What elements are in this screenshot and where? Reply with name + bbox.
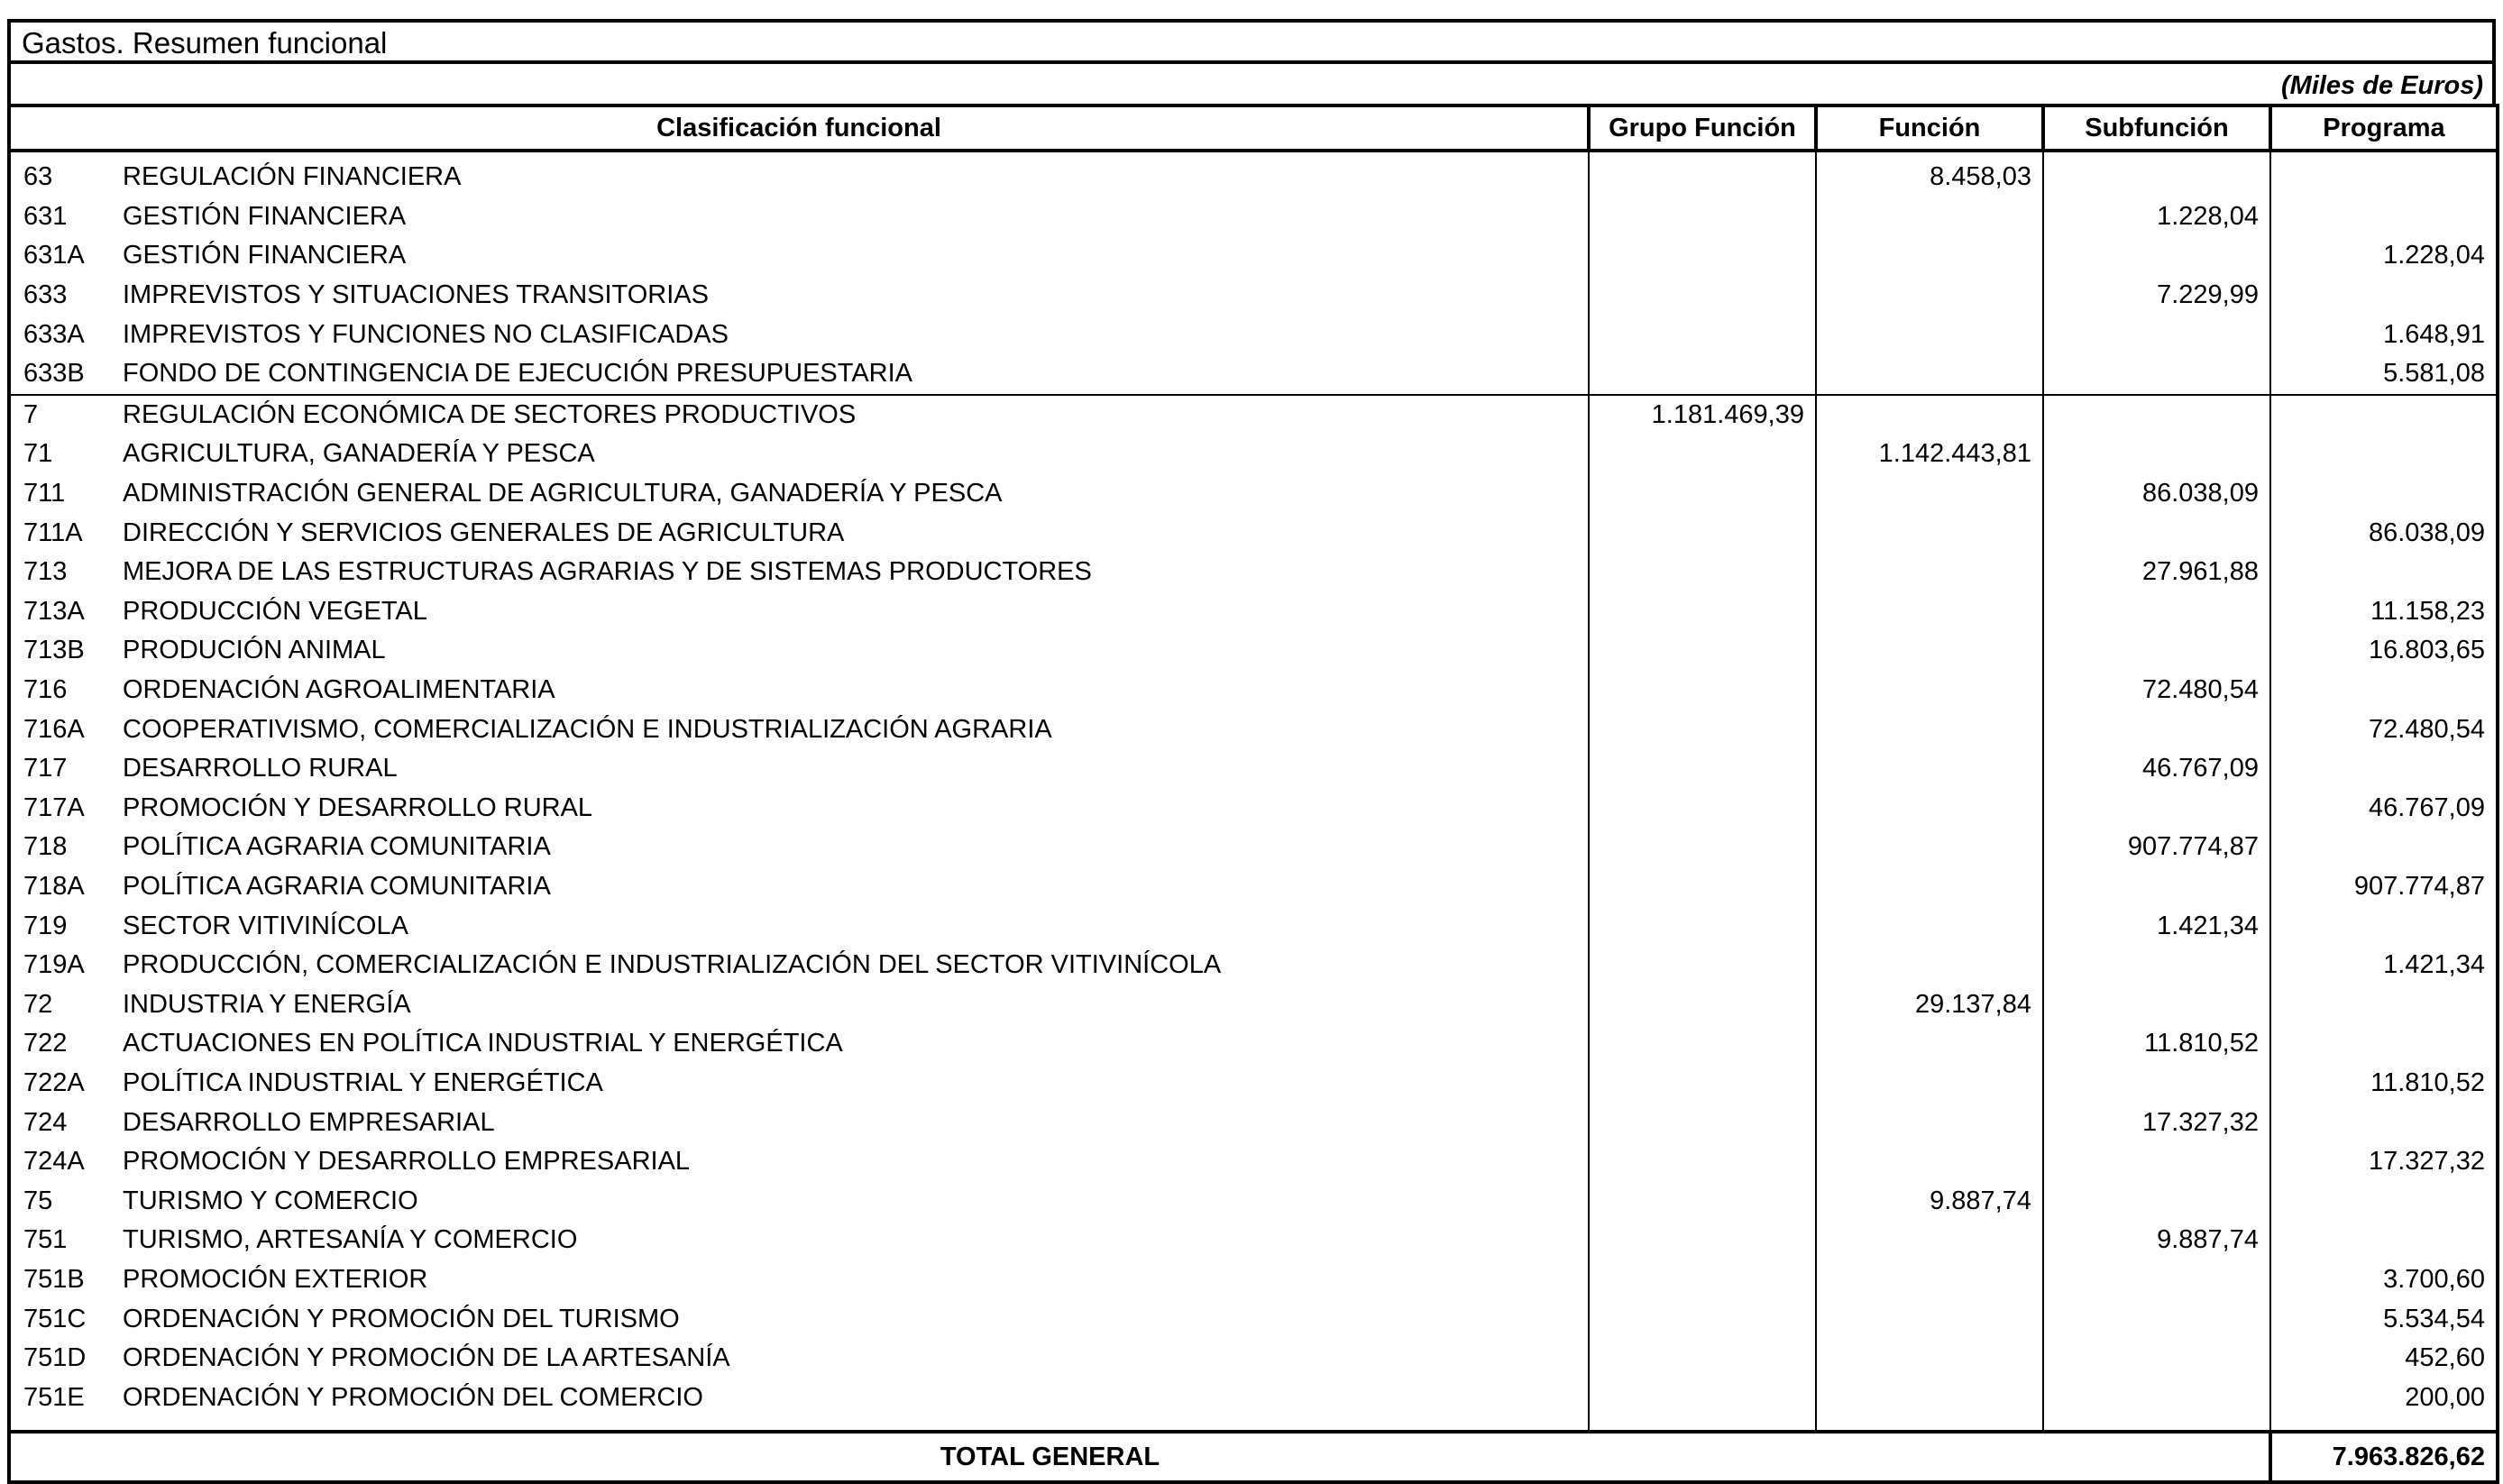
function-code: 75 [23, 1186, 53, 1215]
table-row [9, 354, 2498, 395]
table-row [9, 985, 2498, 1024]
funcion-cell: 29.137,84 [1816, 985, 2043, 1024]
function-code: 724A [23, 1147, 85, 1177]
grupo-funcion-cell [1589, 435, 1816, 474]
programa-cell: 16.803,65 [2270, 631, 2498, 671]
function-description: COOPERATIVISMO, COMERCIALIZACIÓN E INDUSTRIALIZACIÓN AGRARIA [123, 714, 1052, 744]
classification-cell [9, 946, 1589, 985]
function-description: PRODUCIÓN ANIMAL [123, 636, 386, 665]
table-row [9, 513, 2498, 553]
grupo-funcion-cell [1589, 513, 1816, 553]
funcion-cell [1816, 1103, 2043, 1142]
grupo-funcion-cell [1589, 749, 1816, 789]
function-description: ADMINISTRACIÓN GENERAL DE AGRICULTURA, GANADERÍA Y PESCA [123, 479, 1003, 508]
classification-cell [9, 315, 1589, 354]
function-description: ORDENACIÓN AGROALIMENTARIA [123, 675, 555, 705]
table-row [9, 236, 2498, 276]
function-code: 718 [23, 832, 68, 862]
funcion-cell: 9.887,74 [1816, 1181, 2043, 1221]
function-description: MEJORA DE LAS ESTRUCTURAS AGRARIAS Y DE SISTEMAS PRODUCTORES [123, 557, 1092, 587]
function-description: PRODUCCIÓN, COMERCIALIZACIÓN E INDUSTRIALIZACIÓN DEL SECTOR VITIVINÍCOLA [123, 950, 1222, 980]
subfuncion-cell [2043, 395, 2270, 435]
table-row [9, 789, 2498, 829]
programa-cell [2270, 906, 2498, 946]
classification-cell [9, 1142, 1589, 1182]
funcion-cell [1816, 315, 2043, 354]
funcion-cell [1816, 1142, 2043, 1182]
header-clasificacion: Clasificación funcional [9, 105, 1589, 151]
classification-cell [9, 710, 1589, 749]
functional-summary-table [7, 104, 2499, 1484]
function-code: 633B [23, 359, 85, 389]
table-title: Gastos. Resumen funcional [7, 19, 2496, 60]
table-row [9, 1064, 2498, 1104]
function-description: POLÍTICA AGRARIA COMUNITARIA [123, 832, 551, 862]
programa-cell: 452,60 [2270, 1339, 2498, 1379]
table-row [9, 276, 2498, 316]
subfuncion-cell [2043, 1181, 2270, 1221]
function-description: REGULACIÓN ECONÓMICA DE SECTORES PRODUCTIVOS [123, 399, 857, 429]
function-code: 719 [23, 911, 68, 940]
function-code: 751D [23, 1343, 87, 1373]
function-code: 724 [23, 1107, 68, 1137]
grupo-funcion-cell [1589, 276, 1816, 316]
classification-cell [9, 592, 1589, 632]
grupo-funcion-cell [1589, 789, 1816, 829]
function-code: 751 [23, 1225, 68, 1255]
grupo-funcion-cell [1589, 1221, 1816, 1260]
function-description: DESARROLLO EMPRESARIAL [123, 1107, 495, 1137]
table-row [9, 1142, 2498, 1182]
grupo-funcion-cell [1589, 710, 1816, 749]
grupo-funcion-cell [1589, 236, 1816, 276]
funcion-cell [1816, 1378, 2043, 1432]
function-description: DIRECCIÓN Y SERVICIOS GENERALES DE AGRICULTURA [123, 518, 845, 547]
programa-cell: 72.480,54 [2270, 710, 2498, 749]
subfuncion-cell [2043, 1260, 2270, 1300]
table-row [9, 315, 2498, 354]
table-row [9, 867, 2498, 907]
table-row [9, 1221, 2498, 1260]
funcion-cell [1816, 236, 2043, 276]
classification-cell [9, 1024, 1589, 1064]
classification-cell [9, 1221, 1589, 1260]
function-code: 722A [23, 1067, 85, 1097]
subfuncion-cell [2043, 946, 2270, 985]
function-code: 63 [23, 162, 53, 192]
subfuncion-cell [2043, 151, 2270, 197]
table-row [9, 906, 2498, 946]
function-code: 719A [23, 950, 85, 980]
table-row [9, 1181, 2498, 1221]
function-code: 72 [23, 989, 53, 1019]
table-row [9, 197, 2498, 237]
funcion-cell [1816, 553, 2043, 592]
grupo-funcion-cell [1589, 906, 1816, 946]
funcion-cell [1816, 276, 2043, 316]
grupo-funcion-cell: 1.181.469,39 [1589, 395, 1816, 435]
programa-cell [2270, 749, 2498, 789]
programa-cell [2270, 985, 2498, 1024]
programa-cell [2270, 671, 2498, 710]
function-description: ACTUACIONES EN POLÍTICA INDUSTRIAL Y ENERGÉTICA [123, 1029, 843, 1058]
programa-cell: 1.421,34 [2270, 946, 2498, 985]
table-body [9, 151, 2498, 1432]
classification-cell [9, 1339, 1589, 1379]
subfuncion-cell: 86.038,09 [2043, 474, 2270, 514]
function-description: POLÍTICA INDUSTRIAL Y ENERGÉTICA [123, 1067, 603, 1097]
grupo-funcion-cell [1589, 946, 1816, 985]
function-code: 71 [23, 439, 53, 469]
table-row [9, 553, 2498, 592]
grupo-funcion-cell [1589, 1103, 1816, 1142]
programa-cell: 907.774,87 [2270, 867, 2498, 907]
function-description: IMPREVISTOS Y SITUACIONES TRANSITORIAS [123, 280, 709, 310]
grupo-funcion-cell [1589, 474, 1816, 514]
function-description: REGULACIÓN FINANCIERA [123, 162, 462, 192]
function-code: 722 [23, 1029, 68, 1058]
programa-cell [2270, 1024, 2498, 1064]
classification-cell [9, 828, 1589, 867]
classification-cell [9, 354, 1589, 395]
function-code: 717 [23, 754, 68, 783]
programa-cell [2270, 1103, 2498, 1142]
table-row [9, 1024, 2498, 1064]
funcion-cell: 8.458,03 [1816, 151, 2043, 197]
function-code: 711A [23, 518, 83, 547]
function-code: 751C [23, 1304, 87, 1333]
funcion-cell [1816, 395, 2043, 435]
subfuncion-cell: 46.767,09 [2043, 749, 2270, 789]
grupo-funcion-cell [1589, 1181, 1816, 1221]
total-label: TOTAL GENERAL [9, 1432, 2270, 1482]
classification-cell [9, 474, 1589, 514]
classification-cell [9, 1064, 1589, 1104]
classification-cell [9, 395, 1589, 435]
header-programa: Programa [2270, 105, 2498, 151]
classification-cell [9, 553, 1589, 592]
classification-cell [9, 867, 1589, 907]
function-code: 717A [23, 792, 85, 822]
programa-cell [2270, 197, 2498, 237]
function-description: FONDO DE CONTINGENCIA DE EJECUCIÓN PRESUPUESTARIA [123, 359, 913, 389]
table-row [9, 749, 2498, 789]
classification-cell [9, 631, 1589, 671]
grupo-funcion-cell [1589, 1339, 1816, 1379]
programa-cell [2270, 1181, 2498, 1221]
programa-cell [2270, 828, 2498, 867]
subfuncion-cell: 72.480,54 [2043, 671, 2270, 710]
header-funcion: Función [1816, 105, 2043, 151]
programa-cell [2270, 1221, 2498, 1260]
function-description: PROMOCIÓN Y DESARROLLO RURAL [123, 792, 593, 822]
funcion-cell [1816, 789, 2043, 829]
classification-cell [9, 236, 1589, 276]
function-code: 713A [23, 596, 85, 626]
subfuncion-cell: 27.961,88 [2043, 553, 2270, 592]
subfuncion-cell: 17.327,32 [2043, 1103, 2270, 1142]
header-grupo-funcion: Grupo Función [1589, 105, 1816, 151]
subfuncion-cell [2043, 1299, 2270, 1339]
function-code: 631A [23, 241, 85, 270]
classification-cell [9, 749, 1589, 789]
function-code: 751B [23, 1264, 85, 1294]
total-row [9, 1432, 2498, 1482]
subfuncion-cell [2043, 236, 2270, 276]
classification-cell [9, 1181, 1589, 1221]
subfuncion-cell [2043, 710, 2270, 749]
subfuncion-cell: 7.229,99 [2043, 276, 2270, 316]
funcion-cell [1816, 1064, 2043, 1104]
subfuncion-cell: 9.887,74 [2043, 1221, 2270, 1260]
total-value: 7.963.826,62 [2270, 1432, 2498, 1482]
classification-cell [9, 513, 1589, 553]
function-description: PROMOCIÓN Y DESARROLLO EMPRESARIAL [123, 1147, 691, 1177]
function-code: 633A [23, 319, 85, 349]
table-row [9, 631, 2498, 671]
function-description: PROMOCIÓN EXTERIOR [123, 1264, 428, 1294]
classification-cell [9, 1299, 1589, 1339]
programa-cell: 5.534,54 [2270, 1299, 2498, 1339]
grupo-funcion-cell [1589, 631, 1816, 671]
function-description: GESTIÓN FINANCIERA [123, 241, 407, 270]
grupo-funcion-cell [1589, 553, 1816, 592]
classification-cell [9, 906, 1589, 946]
function-description: INDUSTRIA Y ENERGÍA [123, 989, 411, 1019]
classification-cell [9, 1378, 1589, 1432]
function-code: 716 [23, 675, 68, 705]
funcion-cell: 1.142.443,81 [1816, 435, 2043, 474]
table-row [9, 1260, 2498, 1300]
funcion-cell [1816, 1024, 2043, 1064]
funcion-cell [1816, 1260, 2043, 1300]
programa-cell: 5.581,08 [2270, 354, 2498, 395]
subfuncion-cell [2043, 1339, 2270, 1379]
funcion-cell [1816, 671, 2043, 710]
header-subfuncion: Subfunción [2043, 105, 2270, 151]
funcion-cell [1816, 1339, 2043, 1379]
classification-cell [9, 671, 1589, 710]
function-code: 711 [23, 479, 66, 508]
funcion-cell [1816, 1221, 2043, 1260]
function-description: TURISMO Y COMERCIO [123, 1186, 418, 1215]
programa-cell [2270, 435, 2498, 474]
funcion-cell [1816, 906, 2043, 946]
grupo-funcion-cell [1589, 592, 1816, 632]
funcion-cell [1816, 631, 2043, 671]
classification-cell [9, 789, 1589, 829]
subfuncion-cell [2043, 867, 2270, 907]
subfuncion-cell: 1.421,34 [2043, 906, 2270, 946]
grupo-funcion-cell [1589, 867, 1816, 907]
subfuncion-cell [2043, 513, 2270, 553]
grupo-funcion-cell [1589, 1378, 1816, 1432]
classification-cell [9, 1103, 1589, 1142]
table-row [9, 946, 2498, 985]
funcion-cell [1816, 828, 2043, 867]
table-row [9, 1299, 2498, 1339]
table-row [9, 1339, 2498, 1379]
classification-cell [9, 985, 1589, 1024]
subfuncion-cell [2043, 592, 2270, 632]
funcion-cell [1816, 354, 2043, 395]
function-code: 7 [23, 399, 39, 429]
funcion-cell [1816, 197, 2043, 237]
programa-cell: 1.228,04 [2270, 236, 2498, 276]
function-code: 713 [23, 557, 68, 587]
programa-cell [2270, 553, 2498, 592]
function-description: AGRICULTURA, GANADERÍA Y PESCA [123, 439, 595, 469]
grupo-funcion-cell [1589, 1260, 1816, 1300]
subfuncion-cell: 1.228,04 [2043, 197, 2270, 237]
subfuncion-cell [2043, 315, 2270, 354]
grupo-funcion-cell [1589, 1299, 1816, 1339]
header-row [9, 105, 2498, 151]
programa-cell: 46.767,09 [2270, 789, 2498, 829]
function-description: SECTOR VITIVINÍCOLA [123, 911, 408, 940]
programa-cell: 3.700,60 [2270, 1260, 2498, 1300]
classification-cell [9, 435, 1589, 474]
programa-cell [2270, 151, 2498, 197]
function-description: GESTIÓN FINANCIERA [123, 201, 407, 231]
funcion-cell [1816, 592, 2043, 632]
table-row [9, 828, 2498, 867]
table-row [9, 671, 2498, 710]
programa-cell [2270, 474, 2498, 514]
programa-cell: 200,00 [2270, 1378, 2498, 1432]
programa-cell: 17.327,32 [2270, 1142, 2498, 1182]
function-description: ORDENACIÓN Y PROMOCIÓN DEL COMERCIO [123, 1382, 703, 1412]
classification-cell [9, 197, 1589, 237]
function-description: PRODUCCIÓN VEGETAL [123, 596, 427, 626]
function-code: 716A [23, 714, 85, 744]
table-row [9, 395, 2498, 435]
funcion-cell [1816, 749, 2043, 789]
grupo-funcion-cell [1589, 1024, 1816, 1064]
grupo-funcion-cell [1589, 1142, 1816, 1182]
grupo-funcion-cell [1589, 671, 1816, 710]
classification-cell [9, 276, 1589, 316]
funcion-cell [1816, 1299, 2043, 1339]
table-row [9, 1378, 2498, 1432]
function-code: 631 [23, 201, 68, 231]
subfuncion-cell [2043, 435, 2270, 474]
programa-cell: 86.038,09 [2270, 513, 2498, 553]
funcion-cell [1816, 513, 2043, 553]
table-row [9, 435, 2498, 474]
grupo-funcion-cell [1589, 151, 1816, 197]
table-row [9, 474, 2498, 514]
subfuncion-cell [2043, 354, 2270, 395]
units-note: (Miles de Euros) [7, 60, 2496, 104]
subfuncion-cell [2043, 631, 2270, 671]
subfuncion-cell [2043, 985, 2270, 1024]
grupo-funcion-cell [1589, 828, 1816, 867]
function-code: 751E [23, 1382, 85, 1412]
function-code: 713B [23, 636, 85, 665]
grupo-funcion-cell [1589, 197, 1816, 237]
subfuncion-cell: 907.774,87 [2043, 828, 2270, 867]
funcion-cell [1816, 946, 2043, 985]
function-description: TURISMO, ARTESANÍA Y COMERCIO [123, 1225, 578, 1255]
function-description: IMPREVISTOS Y FUNCIONES NO CLASIFICADAS [123, 319, 729, 349]
programa-cell [2270, 276, 2498, 316]
function-code: 633 [23, 280, 68, 310]
programa-cell: 1.648,91 [2270, 315, 2498, 354]
function-description: ORDENACIÓN Y PROMOCIÓN DE LA ARTESANÍA [123, 1343, 730, 1373]
summary-table-frame [7, 19, 2496, 1484]
function-description: POLÍTICA AGRARIA COMUNITARIA [123, 871, 551, 901]
grupo-funcion-cell [1589, 1064, 1816, 1104]
grupo-funcion-cell [1589, 985, 1816, 1024]
classification-cell [9, 1260, 1589, 1300]
subfuncion-cell [2043, 1064, 2270, 1104]
function-description: ORDENACIÓN Y PROMOCIÓN DEL TURISMO [123, 1304, 680, 1333]
funcion-cell [1816, 474, 2043, 514]
subfuncion-cell [2043, 789, 2270, 829]
table-row [9, 151, 2498, 197]
table-row [9, 710, 2498, 749]
subfuncion-cell [2043, 1378, 2270, 1432]
subfuncion-cell: 11.810,52 [2043, 1024, 2270, 1064]
classification-cell [9, 151, 1589, 197]
grupo-funcion-cell [1589, 315, 1816, 354]
programa-cell: 11.158,23 [2270, 592, 2498, 632]
table-row [9, 1103, 2498, 1142]
subfuncion-cell [2043, 1142, 2270, 1182]
function-code: 718A [23, 871, 85, 901]
grupo-funcion-cell [1589, 354, 1816, 395]
function-description: DESARROLLO RURAL [123, 754, 398, 783]
programa-cell: 11.810,52 [2270, 1064, 2498, 1104]
funcion-cell [1816, 867, 2043, 907]
programa-cell [2270, 395, 2498, 435]
table-row [9, 592, 2498, 632]
funcion-cell [1816, 710, 2043, 749]
